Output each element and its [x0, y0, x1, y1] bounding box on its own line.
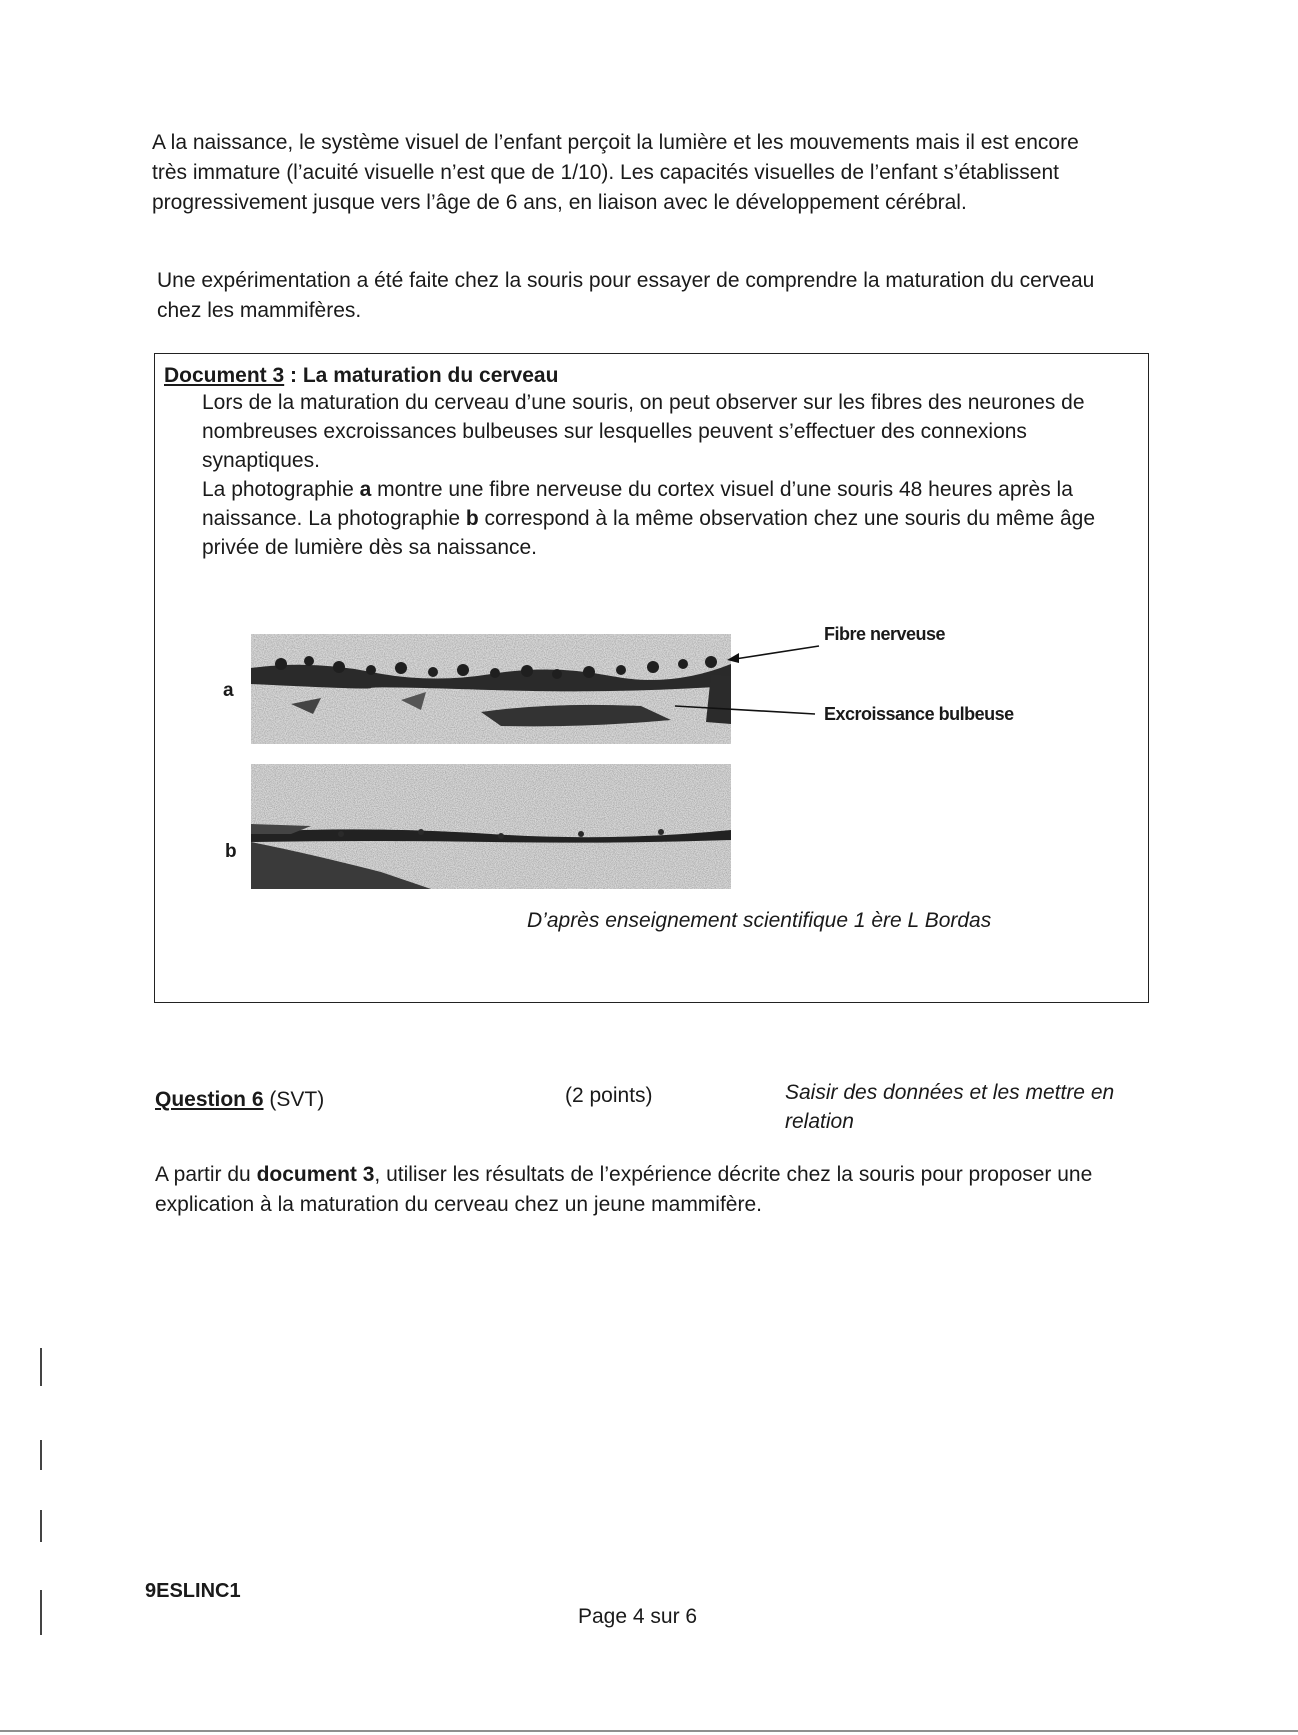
- question-instruction: A partir du document 3, utiliser les résultats de l’expérience décrite chez la souris pour proposer une explication à la maturation du cerveau chez un jeune mammifère.: [155, 1163, 1093, 1216]
- document-title-text: : La maturation du cerveau: [284, 364, 559, 387]
- annotation-lines: [155, 354, 1150, 1004]
- annotation-fibre-nerveuse: Fibre nerveuse: [824, 624, 946, 644]
- scan-margin-mark: [40, 1510, 42, 1542]
- scan-margin-mark: [40, 1348, 42, 1386]
- question-skill: Saisir des données et les mettre en relation: [785, 1081, 1115, 1133]
- question-points: (2 points): [565, 1084, 653, 1107]
- question-subject: (SVT): [263, 1088, 325, 1111]
- exam-code: 9ESLINC1: [145, 1580, 241, 1602]
- photo-label-b: b: [225, 841, 237, 862]
- scan-margin-mark: [40, 1590, 42, 1635]
- intro-paragraph-1: A la naissance, le système visuel de l’enfant perçoit la lumière et les mouvements mais il est encore très immature (l’acuité visuelle n’est que de 1/10). Les capacités visuelles de l’enfant s’établissent progressivement jusque vers l’âge de 6 ans, en liaison avec le développement cérébral.: [152, 131, 1079, 214]
- annotation-excroissance-bulbeuse: Excroissance bulbeuse: [824, 704, 1014, 724]
- document-3-box: [154, 353, 1149, 1003]
- scan-margin-mark: [40, 1440, 42, 1470]
- document-line-1: Lors de la maturation du cerveau d’une souris, on peut observer sur les fibres des neurones de nombreuses excroissances bulbeuses sur lesquelles peuvent s’effectuer des connexions synaptiques.: [202, 391, 1085, 472]
- question-header: [155, 1078, 1155, 1138]
- document-title-number: Document 3: [164, 364, 285, 387]
- photo-label-a: a: [223, 680, 234, 701]
- scan-bottom-edge: [0, 1730, 1298, 1732]
- question-number: Question 6: [155, 1088, 264, 1111]
- document-line-2: La photographie a montre une fibre nerveuse du cortex visuel d’une souris 48 heures après la naissance. La photographie b correspond à la même observation chez une souris du même âge privée de lumière dès sa naissance.: [202, 478, 1096, 559]
- question-title: [155, 1088, 324, 1112]
- document-source: D’après enseignement scientifique 1 ère L Bordas: [527, 909, 992, 932]
- page-number: Page 4 sur 6: [578, 1605, 698, 1628]
- intro-paragraph-2: Une expérimentation a été faite chez la souris pour essayer de comprendre la maturation du cerveau chez les mammifères.: [157, 269, 1095, 322]
